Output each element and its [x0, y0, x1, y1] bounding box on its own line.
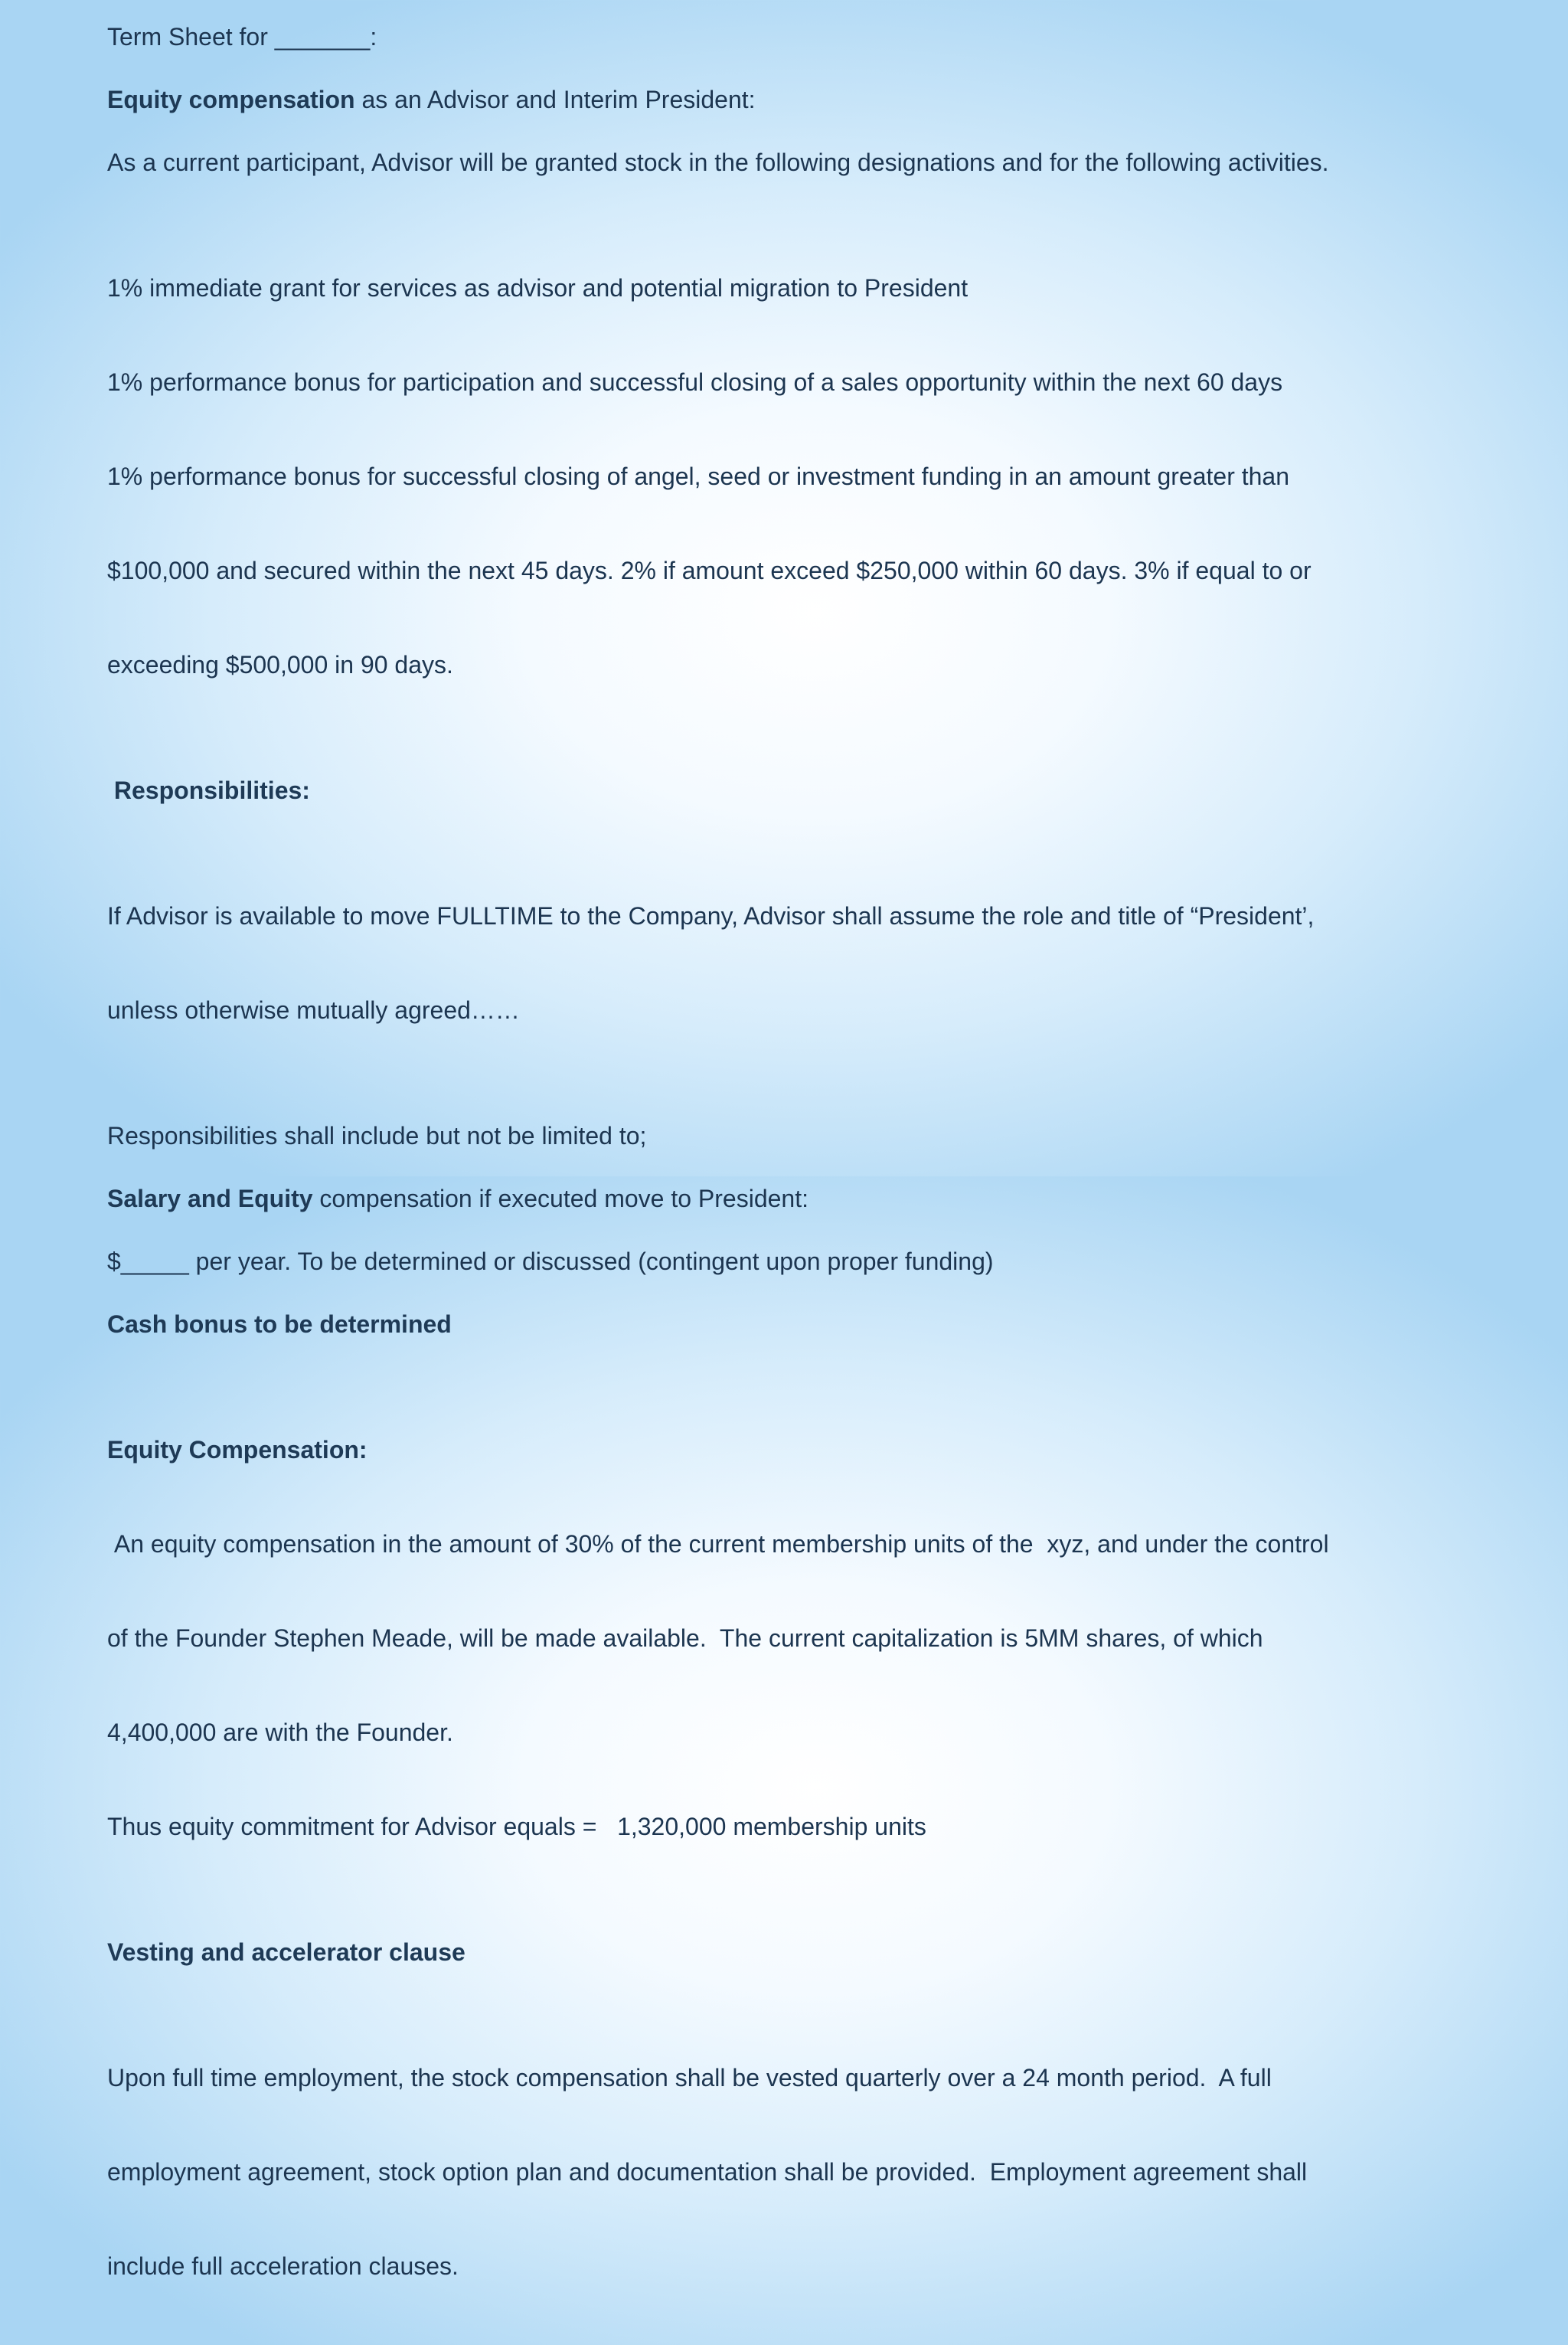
responsibilities-line: unless otherwise mutually agreed…… [107, 996, 520, 1024]
vesting-line: Upon full time employment, the stock compensation shall be vested quarterly over a 24 month period. A full [107, 2064, 1272, 2092]
vesting-heading-text: Vesting and accelerator clause [107, 1938, 466, 1966]
equity-compensation-line: of the Founder Stephen Meade, will be made available. The current capitalization is 5MM shares, of which [107, 1624, 1263, 1652]
grant-line: 1% performance bonus for participation and successful closing of a sales opportunity within the next 60 days [107, 368, 1283, 396]
salary-heading [107, 1183, 1547, 1215]
salary-heading-bold: Salary and Equity [107, 1185, 313, 1212]
responsibilities-paragraph [107, 838, 1547, 1089]
grant-line: $100,000 and secured within the next 45 days. 2% if amount exceed $250,000 within 60 days. 3% if equal to or [107, 557, 1312, 584]
grant-line: 1% immediate grant for services as advisor and potential migration to President [107, 274, 969, 302]
equity-compensation-section [107, 1372, 1547, 1905]
equity-heading-bold: Equity compensation [107, 86, 355, 113]
vesting-heading [107, 1937, 1547, 1968]
responsibilities-line: If Advisor is available to move FULLTIME to the Company, Advisor shall assume the role and title of “President’, [107, 902, 1315, 930]
equity-heading-rest: as an Advisor and Interim President: [354, 86, 756, 113]
responsibilities-heading-text: Responsibilities: [107, 777, 310, 804]
vesting-line: include full acceleration clauses. [107, 2252, 459, 2280]
grants-list [107, 210, 1547, 744]
grant-line: 1% performance bonus for successful closing of angel, seed or investment funding in an amount greater than [107, 463, 1290, 490]
equity-compensation-heading: Equity Compensation: [107, 1436, 368, 1464]
equity-heading [107, 84, 1547, 116]
document-title: Term Sheet for _______: [107, 23, 377, 51]
salary-line: $_____ per year. To be determined or discussed (contingent upon proper funding) [107, 1248, 994, 1275]
cash-bonus-heading [107, 1309, 1547, 1340]
vesting-paragraph [107, 2000, 1547, 2345]
equity-compensation-line: Thus equity commitment for Advisor equals = 1,320,000 membership units [107, 1813, 926, 1840]
vesting-line: employment agreement, stock option plan and documentation shall be provided. Employment agreement shall [107, 2158, 1308, 2186]
term-sheet-document [107, 21, 1547, 2345]
responsibilities-include: Responsibilities shall include but not be limited to; [107, 1122, 647, 1150]
responsibilities-heading [107, 775, 1547, 806]
grant-line: exceeding $500,000 in 90 days. [107, 651, 453, 679]
intro-paragraph: As a current participant, Advisor will be granted stock in the following designations and for the following activities. [107, 149, 1329, 176]
salary-heading-rest: compensation if executed move to President: [312, 1185, 808, 1212]
equity-compensation-line: An equity compensation in the amount of 30% of the current membership units of the xyz, and under the control [107, 1530, 1329, 1558]
equity-compensation-line: 4,400,000 are with the Founder. [107, 1719, 453, 1746]
cash-bonus-text: Cash bonus to be determined [107, 1310, 452, 1338]
